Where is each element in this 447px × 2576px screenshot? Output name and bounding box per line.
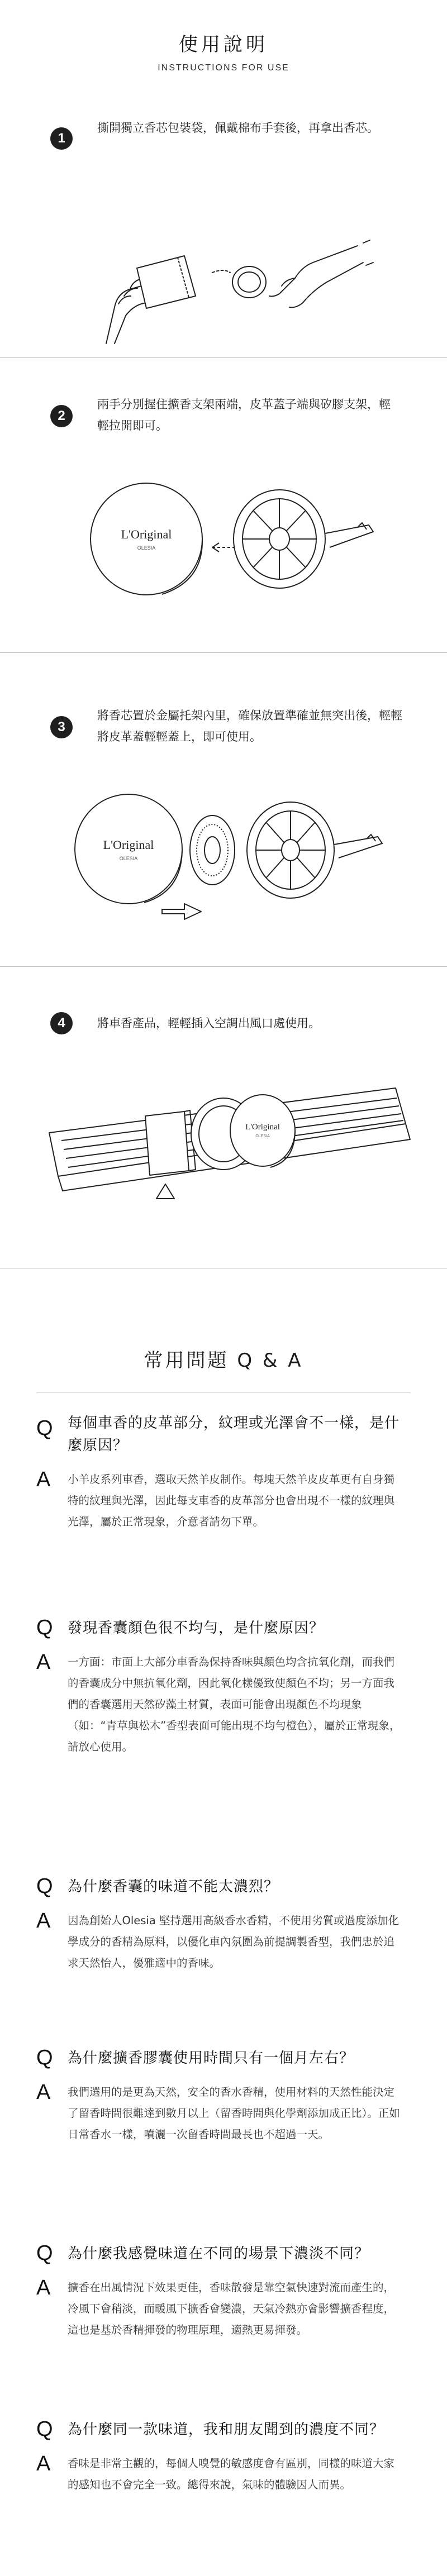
page-subtitle: INSTRUCTIONS FOR USE [158,63,289,73]
step-text: 兩手分別握住擴香支架兩端，皮革蓋子端與矽膠支架，輕輕拉開即可。 [97,398,391,432]
cap-brand-mark: L'Original [121,527,172,541]
answer-text: 一方面：市面上大部分車香為保持香味與顏色均含抗氧化劑，而我們的香囊成分中無抗氧化劑，因此氧化樣優致使顏色不均；另一方面我們的香囊選用天然矽藻土材質，表面可能會出現顏色不均現象（如：“青草與松木”香型表面可能出現不均勻橙色），屬於正常現象，請放心使用。 [68,1656,401,1753]
step-2-illustration [0,469,447,620]
question-text: 為什麼香囊的味道不能太濃烈？ [68,1878,279,1895]
question-text: 為什麼我感覺味道在不同的場景下濃淡不同？ [68,2245,370,2262]
section-divider [0,966,447,967]
question-text: 為什麼同一款味道，我和朋友聞到的濃度不同？ [68,2421,385,2438]
answer-mark: A [36,2081,51,2104]
faq-item-2 [36,1617,411,1758]
faq-item-5 [36,2243,411,2341]
answer-text: 香味是非常主觀的，每個人嗅覺的敏感度會有區別，同樣的味道大家的感知也不會完全一致。總得來說，氣味的體驗因人而異。 [68,2457,395,2491]
answer-text: 我們選用的是更為天然，安全的香水香精，使用材料的天然性能決定了留香時間很難達到數月以上（留香時間與化學劑添加成正比）。正如日常香水一樣，噴灑一次留香時間最長也不超過一天。 [68,2086,400,2141]
question-text: 每個車香的皮革部分，紋理或光澤會不一樣，是什麼原因？ [68,1415,400,1454]
cap-brand-mark: L'Original [245,1123,280,1132]
question-mark: Q [36,1416,53,1440]
step-number: 4 [50,1012,73,1034]
step-number: 3 [50,716,73,738]
step-3 [50,705,410,747]
step-2 [50,394,399,436]
answer-text: 因為創始人Olesia 堅持選用高級香水香精，不使用劣質或過度添加化學成分的香精為原料，以優化車內氛圍為前提調製香型，我們忠於追求天然怡人，優雅適中的香味。 [68,1914,399,1969]
answer-mark: A [36,1650,51,1674]
faq-item-4 [36,2047,411,2145]
cap-brand-mark: L'Original [103,838,154,852]
answer-text: 擴香在出風情況下效果更佳，香味散發是靠空氣快速對流而產生的，冷風下會稍淡，而暖風下擴香會變濃，天氣冷熱亦會影響擴香程度，這也是基於香精揮發的物理原理，適熱更易揮發。 [68,2281,395,2336]
step-text: 將香芯置於金屬托架內里，確保放置準確並無突出後，輕輕將皮革蓋輕輕蓋上，即可使用。 [97,709,402,743]
answer-mark: A [36,2452,51,2475]
answer-text: 小羊皮系列車香，選取天然羊皮制作。每塊天然羊皮皮革更有自身獨特的紋理與光澤，因此每支車香的皮革部分也會出現不一樣的紋理與光澤，屬於正常現象，介意者請勿下單。 [68,1473,395,1528]
step-number: 1 [50,127,73,150]
step-4-illustration [0,1061,447,1218]
step-4 [50,1012,410,1034]
step-1 [50,117,388,150]
question-mark: Q [36,2417,53,2441]
question-mark: Q [36,1616,53,1639]
section-divider [0,357,447,358]
page-title: 使用說明 [179,34,268,56]
question-mark: Q [36,1874,53,1898]
faq-item-6 [36,2418,411,2496]
answer-mark: A [36,1468,51,1491]
step-3-illustration [0,782,447,927]
question-text: 為什麼擴香膠囊使用時間只有一個月左右？ [68,2050,355,2067]
step-number: 2 [50,405,73,427]
step-text: 將車香產品，輕輕插入空調出風口處使用。 [97,1017,320,1030]
cap-brand-sub: OLESIA [255,1134,270,1138]
question-text: 發現香囊顏色很不均勻，是什麼原因？ [68,1620,325,1637]
faq-item-1 [36,1412,411,1533]
cap-brand-sub: OLESIA [137,545,156,551]
section-divider [0,652,447,653]
cap-brand-sub: OLESIA [119,856,138,861]
question-mark: Q [36,2241,53,2265]
question-mark: Q [36,2046,53,2069]
answer-mark: A [36,2276,51,2300]
faq-title: 常用問題 Q & A [144,1349,303,1372]
step-text: 撕開獨立香芯包裝袋，佩戴棉布手套後，再拿出香芯。 [97,121,379,135]
answer-mark: A [36,1909,51,1933]
faq-item-3 [36,1876,411,1974]
instructions-header [0,0,447,73]
step-1-illustration [0,184,447,352]
